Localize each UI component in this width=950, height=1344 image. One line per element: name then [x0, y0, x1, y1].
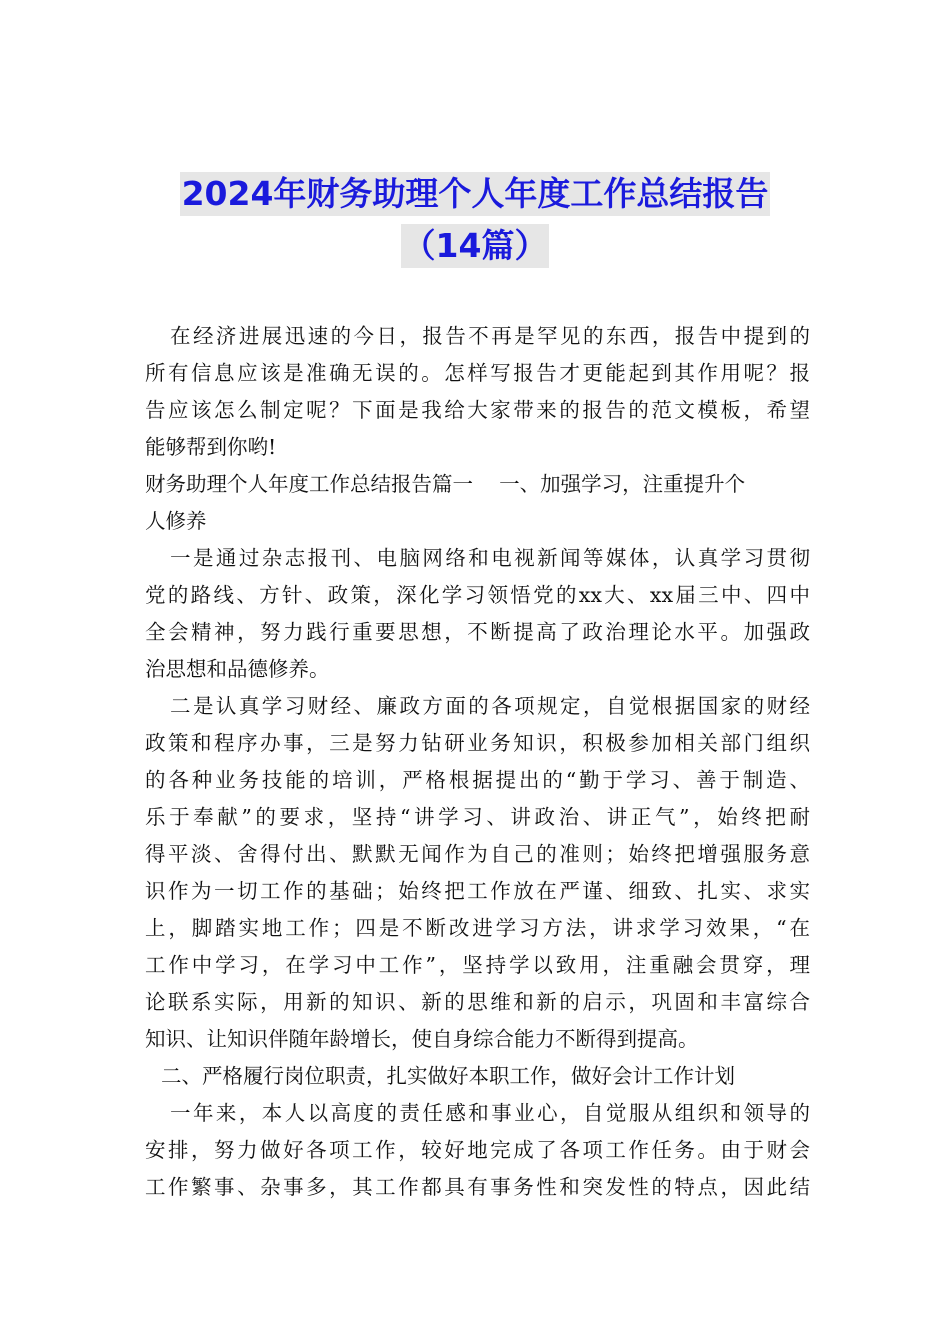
- text-line: 财务助理个人年度工作总结报告篇一 一、加强学习，注重提升个: [145, 472, 746, 496]
- text-line: 人修养: [145, 509, 207, 533]
- text-line: 一是通过杂志报刊、电脑网络和电视新闻等媒体，认真学习贯彻: [170, 546, 810, 570]
- text-line: 得平淡、舍得付出、默默无闻作为自己的准则；始终把增强服务意: [145, 842, 810, 866]
- document-body: [145, 318, 810, 1206]
- text-line: 工作繁事、杂事多，其工作都具有事务性和突发性的特点，因此结: [145, 1175, 810, 1199]
- title-line-1: 2024年财务助理个人年度工作总结报告: [180, 172, 771, 216]
- text-line: 所有信息应该是准确无误的。怎样写报告才更能起到其作用呢？报: [145, 361, 810, 385]
- text-line: 知识、让知识伴随年龄增长，使自身综合能力不断得到提高。: [145, 1027, 699, 1051]
- text-line: 二、严格履行岗位职责，扎实做好本职工作，做好会计工作计划: [161, 1064, 735, 1088]
- text-line: 在经济进展迅速的今日，报告不再是罕见的东西，报告中提到的: [170, 324, 810, 348]
- text-line: 上，脚踏实地工作；四是不断改进学习方法，讲求学习效果，“在: [145, 916, 810, 940]
- text-line: 一年来，本人以高度的责任感和事业心，自觉服从组织和领导的: [170, 1101, 810, 1125]
- text-line: 工作中学习，在学习中工作”，坚持学以致用，注重融会贯穿，理: [145, 953, 810, 977]
- text-line: 能够帮到你哟!: [145, 435, 277, 459]
- document-title: [0, 172, 950, 276]
- text-line: 党的路线、方针、政策，深化学习领悟党的xx大、xx届三中、四中: [145, 583, 810, 607]
- text-line: 安排，努力做好各项工作，较好地完成了各项工作任务。由于财会: [145, 1138, 810, 1162]
- text-line: 二是认真学习财经、廉政方面的各项规定，自觉根据国家的财经: [170, 694, 810, 718]
- body-paragraph: [145, 1095, 810, 1206]
- text-line: 的各种业务技能的培训，严格根据提出的“勤于学习、善于制造、: [145, 768, 810, 792]
- text-line: 全会精神，努力践行重要思想，不断提高了政治理论水平。加强政: [145, 620, 810, 644]
- text-line: 乐于奉献”的要求，坚持“讲学习、讲政治、讲正气”，始终把耐: [145, 805, 810, 829]
- text-line: 治思想和品德修养。: [145, 657, 330, 681]
- text-line: 告应该怎么制定呢？下面是我给大家带来的报告的范文模板，希望: [145, 398, 810, 422]
- text-line: 论联系实际，用新的知识、新的思维和新的启示，巩固和丰富综合: [145, 990, 810, 1014]
- text-line: 识作为一切工作的基础；始终把工作放在严谨、细致、扎实、求实: [145, 879, 810, 903]
- body-paragraph: [145, 688, 810, 1058]
- intro-paragraph: [145, 318, 810, 466]
- text-line: 政策和程序办事，三是努力钻研业务知识，积极参加相关部门组织: [145, 731, 810, 755]
- body-paragraph: [145, 540, 810, 688]
- section-heading: [145, 1058, 810, 1095]
- section-heading-paragraph: [145, 466, 810, 540]
- title-line-2: （14篇）: [401, 224, 550, 268]
